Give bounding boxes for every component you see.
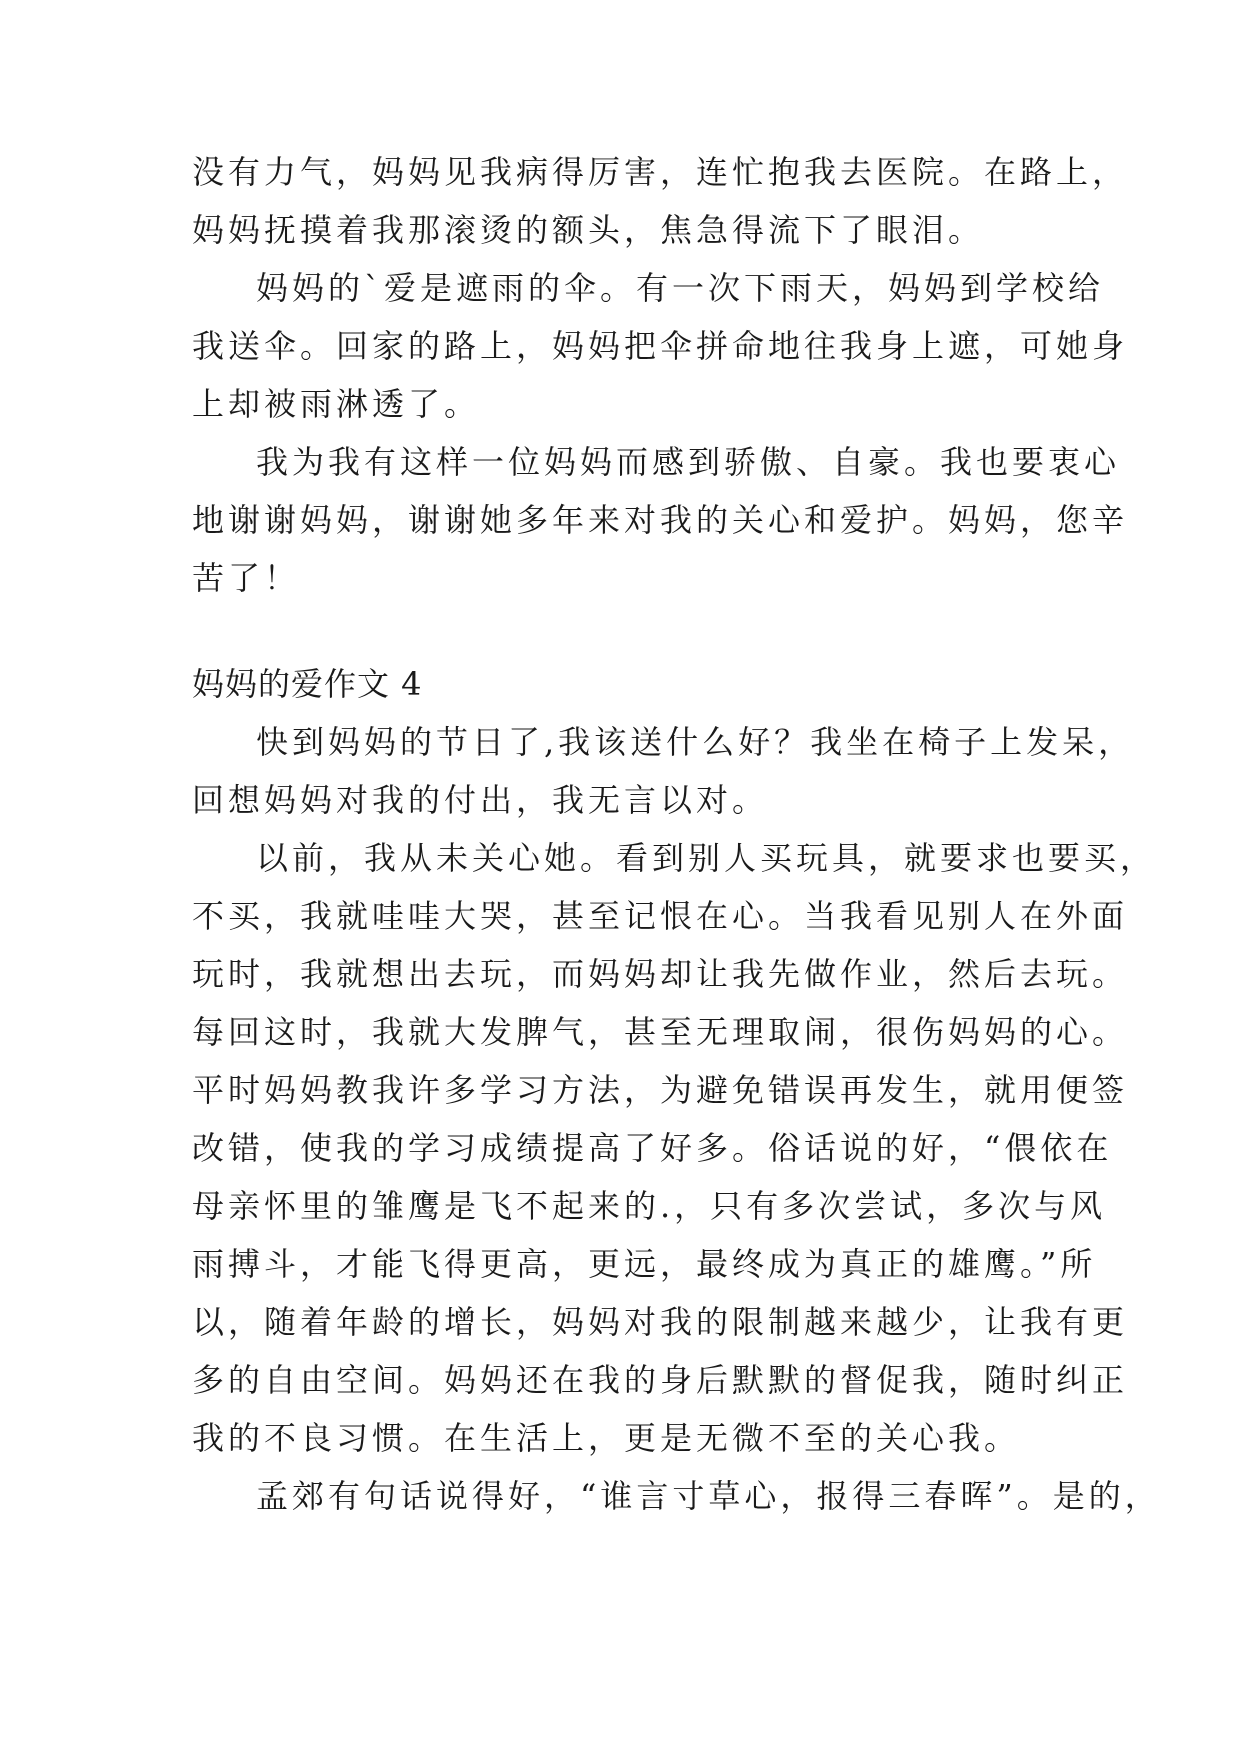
text-line: 苦了！ — [192, 559, 301, 597]
paragraph-start: 快到妈妈的节日了,我该送什么好？我坐在椅子上发呆， — [256, 723, 1135, 761]
paragraph-start: 我为我有这样一位妈妈而感到骄傲、自豪。我也要衷心 — [256, 443, 1121, 481]
paragraph-start: 以前，我从未关心她。看到别人买玩具，就要求也要买， — [256, 839, 1157, 877]
text-line: 回想妈妈对我的付出，我无言以对。 — [192, 781, 769, 819]
text-line: 以，随着年龄的增长，妈妈对我的限制越来越少，让我有更 — [192, 1303, 1129, 1341]
text-line: 母亲怀里的雏鹰是飞不起来的.，只有多次尝试，多次与风 — [192, 1187, 1107, 1225]
paragraph-start: 孟郊有句话说得好，“谁言寸草心，报得三春晖”。是的， — [256, 1477, 1161, 1515]
text-line: 雨搏斗，才能飞得更高，更远，最终成为真正的雄鹰。”所 — [192, 1245, 1097, 1283]
text-line: 上却被雨淋透了。 — [192, 385, 481, 423]
text-line: 每回这时，我就大发脾气，甚至无理取闹，很伤妈妈的心。 — [192, 1013, 1129, 1051]
text-line: 玩时，我就想出去玩，而妈妈却让我先做作业，然后去玩。 — [192, 955, 1129, 993]
paragraph-start: 妈妈的`爱是遮雨的伞。有一次下雨天，妈妈到学校给 — [256, 269, 1105, 307]
section-title: 妈妈的爱作文 4 — [192, 665, 423, 703]
text-line: 没有力气，妈妈见我病得厉害，连忙抱我去医院。在路上， — [192, 153, 1129, 191]
text-line: 我送伞。回家的路上，妈妈把伞拼命地往我身上遮，可她身 — [192, 327, 1129, 365]
text-line: 不买，我就哇哇大哭，甚至记恨在心。当我看见别人在外面 — [192, 897, 1129, 935]
text-line: 我的不良习惯。在生活上，更是无微不至的关心我。 — [192, 1419, 1021, 1457]
text-line: 妈妈抚摸着我那滚烫的额头，焦急得流下了眼泪。 — [192, 211, 985, 249]
text-line: 平时妈妈教我许多学习方法，为避免错误再发生，就用便签 — [192, 1071, 1129, 1109]
text-line: 改错，使我的学习成绩提高了好多。俗话说的好，“偎依在 — [192, 1129, 1113, 1167]
text-line: 多的自由空间。妈妈还在我的身后默默的督促我，随时纠正 — [192, 1361, 1129, 1399]
text-line: 地谢谢妈妈，谢谢她多年来对我的关心和爱护。妈妈，您辛 — [192, 501, 1129, 539]
